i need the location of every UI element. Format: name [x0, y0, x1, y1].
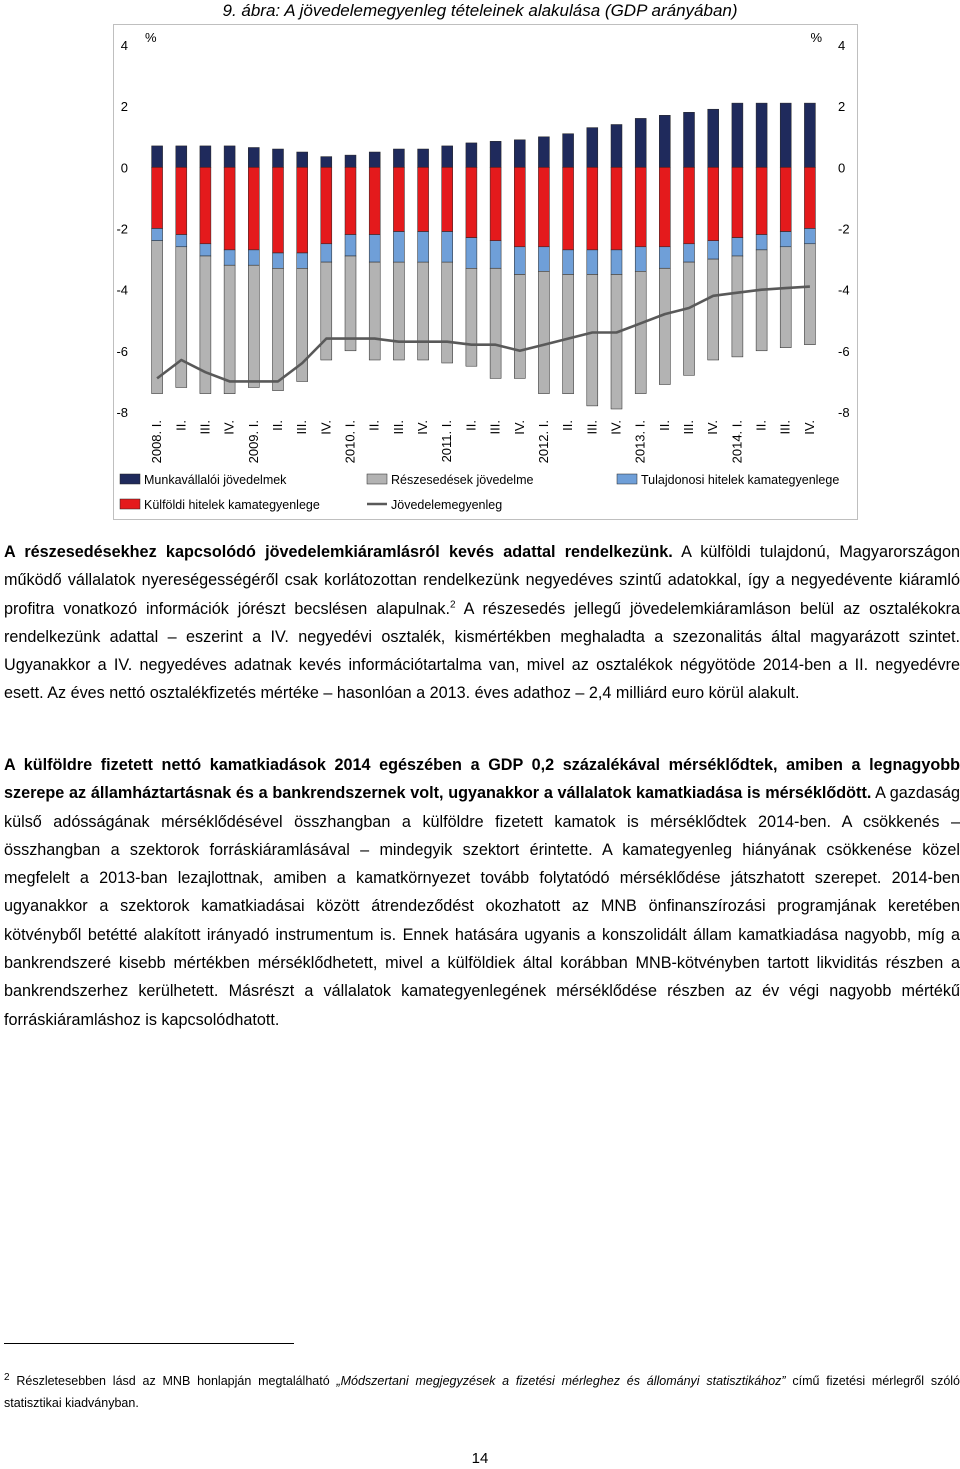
legend-label: Külföldi hitelek kamategyenlege — [144, 498, 320, 512]
bar-segment — [466, 238, 477, 269]
bar-segment — [587, 167, 598, 250]
x-tick-label: IV. — [221, 420, 237, 435]
bar-segment — [538, 137, 549, 168]
x-tick-label: III. — [390, 420, 406, 435]
bar-segment — [708, 167, 719, 240]
bar-segment — [514, 274, 525, 378]
page-number: 14 — [471, 1450, 489, 1467]
bar-segment — [587, 128, 598, 168]
y-tick-left: -4 — [116, 282, 128, 298]
legend-swatch — [367, 474, 387, 484]
bar-segment — [152, 229, 163, 241]
y-tick-right: -4 — [838, 282, 850, 298]
bar-segment — [297, 253, 308, 268]
bar-segment — [248, 167, 259, 250]
bar-segment — [345, 155, 356, 167]
paragraph-2-lead: A külföldre fizetett nettó kamatkiadások 2014 egészében a GDP 0,2 százalékával mérséklődtek, amiben a legnagyobb szerepe az államháztartásnak és a bankrendszernek volt, ugyanakkor a vállalatok kamatkiadása is mérséklődött. — [4, 756, 960, 803]
bar-segment — [466, 143, 477, 168]
chart-title: 9. ábra: A jövedelemegyenleg tételeinek alakulása (GDP arányában) — [222, 1, 738, 20]
bar-segment — [804, 103, 815, 167]
bar-segment — [635, 167, 646, 247]
bar-segment — [804, 244, 815, 345]
bar-segment — [635, 247, 646, 271]
bar-segment — [708, 109, 719, 167]
bar-segment — [732, 238, 743, 256]
bar-segment — [176, 235, 187, 247]
chart-svg — [0, 0, 960, 530]
bar-segment — [514, 140, 525, 168]
paragraph-1-text-b: A részesedés jellegű jövedelemkiáramláson belül az osztalékokra rendelkezünk adattal – eszerint a IV. negyedévi osztalék, kismértékben meghaladta a szezonalitás által magyarázott szintet. Ugyanakkor a IV. negyedéves adatnak kevés információtartalma van, mivel az osztalékok négyötöde 2014-ben a II. negyedévre esett. Az éves nettó osztalékfizetés mértéke – hasonlóan a 2013. éves adathoz – 2,4 milliárd euro körül alakult. — [4, 599, 960, 703]
x-tick-label: III. — [294, 420, 310, 435]
bar-segment — [563, 250, 574, 275]
bar-segment — [369, 235, 380, 263]
bar-segment — [273, 268, 284, 390]
y-tick-right: 4 — [838, 38, 846, 53]
legend-swatch — [120, 499, 140, 509]
bar-segment — [780, 167, 791, 231]
paragraph-2-text: A gazdaság külső adósságának mérséklődésével összhangban a külföldre fizetett kamatok is mérséklődtek 2014-ben. A csökkenés – összhangban a szektorok forráskiáramlásával – mindegyik szektort érintette. A kamategyenleg hiányának csökkenése közel megfelelt a 2013-ban lezajlottnak, amiben a kamatkörnyezet tovább folytatódó mérséklődése játszhatott szerepet. 2014-ben ugyanakkor a szektorok kamatkiadásai között átrendeződést okozhatott az MNB önfinanszírozási programjának keretében kötvényből betétté alakított irányadó instrumentum is. Ennek hatására ugyanis a konszolidált állam kamatkiadása nagyobb, míg a bankrendszeré kisebb mértékben mérséklődhetett, mivel a külföldiek által korábban MNB-kötvényben tartott likviditás részben a bankrendszerhez kerülhetett. Másrészt a vállalatok kamategyenlegének mérséklődése részben az év végi nagyobb mértékű forráskiáramláshoz is kapcsolódhatott. — [4, 784, 960, 1029]
bar-segment — [732, 167, 743, 237]
x-tick-label: 2011. I. — [439, 420, 455, 463]
bar-segment — [708, 259, 719, 360]
bar-segment — [393, 149, 404, 167]
bar-segment — [369, 262, 380, 360]
bar-segment — [297, 167, 308, 253]
x-tick-label: II. — [269, 420, 285, 431]
bar-segment — [635, 271, 646, 393]
bar-segment — [321, 244, 332, 262]
x-tick-label: II. — [366, 420, 382, 431]
bar-segment — [756, 235, 767, 250]
legend-swatch — [617, 474, 637, 484]
bar-segment — [514, 247, 525, 274]
bar-segment — [176, 247, 187, 388]
paragraph-2 — [4, 751, 960, 1034]
paragraph-1 — [4, 538, 960, 708]
bar-segment — [611, 250, 622, 275]
x-tick-label: IV. — [318, 420, 334, 435]
legend-label: Jövedelemegyenleg — [391, 498, 503, 512]
bar-segment — [466, 268, 477, 366]
bar-segment — [780, 232, 791, 247]
bar-segment — [804, 229, 815, 244]
bar-segment — [514, 167, 525, 247]
bar-segment — [321, 262, 332, 360]
bar-segment — [442, 262, 453, 363]
x-tick-label: 2014. I. — [729, 420, 745, 464]
bar-segment — [684, 244, 695, 262]
bar-segment — [490, 268, 501, 378]
bar-segment — [273, 167, 284, 253]
bar-segment — [345, 167, 356, 234]
bar-segment — [538, 167, 549, 247]
footnote-divider — [4, 1343, 294, 1344]
bar-segment — [538, 271, 549, 393]
x-tick-label: 2008. I. — [149, 420, 165, 464]
x-tick-label: IV. — [705, 420, 721, 435]
bar-segment — [273, 253, 284, 268]
bar-segment — [273, 149, 284, 167]
bar-segment — [442, 167, 453, 231]
bar-segment — [418, 149, 429, 167]
y-tick-left: 2 — [120, 99, 128, 115]
bar-segment — [490, 167, 501, 240]
x-tick-label: III. — [487, 420, 503, 435]
paragraph-1-lead: A részesedésekhez kapcsolódó jövedelemkiáramlásról kevés adattal rendelkezünk. — [4, 543, 673, 561]
x-tick-label: 2010. I. — [342, 420, 358, 464]
bar-segment — [466, 167, 477, 237]
bar-segment — [635, 118, 646, 167]
y-tick-right: 0 — [838, 160, 846, 176]
bar-segment — [393, 167, 404, 231]
bar-segment — [369, 167, 380, 234]
bar-segment — [393, 232, 404, 263]
bar-segment — [248, 265, 259, 387]
x-tick-label: 2009. I. — [245, 420, 261, 464]
y-tick-left: 4 — [120, 38, 128, 53]
bar-segment — [442, 232, 453, 263]
bar-segment — [176, 146, 187, 167]
bar-segment — [442, 146, 453, 167]
bar-segment — [563, 167, 574, 250]
bar-segment — [780, 103, 791, 167]
footnote-title: „Módszertani megjegyzések a fizetési mérleghez és állományi statisztikához” — [336, 1374, 786, 1388]
bar-segment — [248, 250, 259, 265]
x-tick-label: 2012. I. — [535, 420, 551, 464]
bar-segment — [224, 167, 235, 250]
x-tick-label: III. — [197, 420, 213, 435]
legend-label: Munkavállalói jövedelmek — [144, 473, 287, 487]
x-tick-label: IV. — [511, 420, 527, 435]
y-tick-left: -6 — [116, 343, 128, 359]
legend-label: Részesedések jövedelme — [391, 473, 534, 487]
bar-segment — [538, 247, 549, 271]
bar-segment — [224, 265, 235, 394]
bar-segment — [684, 112, 695, 167]
y-tick-right: 2 — [838, 99, 846, 115]
y-tick-left: -8 — [116, 405, 128, 420]
x-tick-label: II. — [560, 420, 576, 431]
bar-segment — [152, 146, 163, 167]
x-tick-label: II. — [463, 420, 479, 431]
bar-segment — [611, 125, 622, 168]
bar-segment — [418, 262, 429, 360]
bar-segment — [152, 167, 163, 228]
bar-segment — [369, 152, 380, 167]
bar-segment — [345, 256, 356, 351]
bar-segment — [418, 167, 429, 231]
bar-segment — [659, 268, 670, 384]
x-tick-label: III. — [681, 420, 697, 435]
footnote-mark: 2 — [4, 1371, 10, 1383]
bar-segment — [708, 241, 719, 259]
bar-segment — [780, 247, 791, 348]
x-tick-label: II. — [173, 420, 189, 431]
x-tick-label: III. — [584, 420, 600, 435]
bar-segment — [200, 167, 211, 244]
bar-segment — [224, 146, 235, 167]
bar-segment — [224, 250, 235, 265]
bar-segment — [345, 235, 356, 256]
x-tick-label: IV. — [801, 420, 817, 435]
footnote-text-a: Részletesebben lásd az MNB honlapján megtalálható — [9, 1374, 337, 1388]
bar-segment — [321, 167, 332, 244]
y-tick-left: -2 — [116, 221, 128, 237]
bar-segment — [587, 250, 598, 275]
bar-segment — [659, 247, 670, 268]
bar-segment — [684, 167, 695, 244]
bar-segment — [756, 103, 767, 167]
bar-segment — [611, 274, 622, 409]
x-tick-label: III. — [777, 420, 793, 435]
legend-label: Tulajdonosi hitelek kamategyenlege — [641, 473, 840, 487]
bar-segment — [756, 250, 767, 351]
bar-segment — [659, 115, 670, 167]
footnote — [4, 1370, 960, 1414]
bar-segment — [804, 167, 815, 228]
y-unit-left: % — [145, 30, 157, 45]
x-tick-label: IV. — [608, 420, 624, 435]
y-tick-right: -6 — [838, 343, 850, 359]
bar-segment — [490, 141, 501, 167]
bar-segment — [587, 274, 598, 406]
bar-segment — [321, 157, 332, 168]
bar-segment — [152, 241, 163, 394]
bar-segment — [297, 152, 308, 167]
x-tick-label: II. — [753, 420, 769, 431]
bar-segment — [659, 167, 670, 247]
x-tick-label: IV. — [415, 420, 431, 435]
bar-segment — [684, 262, 695, 375]
bar-segment — [756, 167, 767, 234]
legend-swatch — [120, 474, 140, 484]
bar-segment — [200, 244, 211, 256]
bar-segment — [248, 148, 259, 168]
bar-segment — [732, 256, 743, 357]
bar-segment — [732, 103, 743, 167]
bar-segment — [563, 134, 574, 168]
y-unit-right: % — [810, 30, 822, 45]
x-tick-label: II. — [656, 420, 672, 431]
x-tick-label: 2013. I. — [632, 420, 648, 464]
bar-segment — [563, 274, 574, 393]
y-tick-right: -8 — [838, 405, 850, 420]
bar-segment — [176, 167, 187, 234]
bar-segment — [490, 241, 501, 269]
footnote-text-b: című fizetési mérlegről szóló statisztikai kiadványban. — [4, 1374, 960, 1410]
paragraph-1-text-a: A külföldi tulajdonú, Magyarországon működő vállalatok nyereségességéről csak korlátozottan rendelkezünk negyedéves szintű adatokkal, így a negyedévente kiáramló profitra vonatkozó információk jórészt becslésen alapulnak. — [4, 543, 960, 618]
footnote-ref[interactable]: 2 — [450, 599, 456, 611]
y-tick-right: -2 — [838, 221, 850, 237]
y-tick-left: 0 — [120, 160, 128, 176]
bar-segment — [393, 262, 404, 360]
bar-segment — [418, 232, 429, 263]
bar-segment — [611, 167, 622, 250]
bar-segment — [200, 146, 211, 167]
